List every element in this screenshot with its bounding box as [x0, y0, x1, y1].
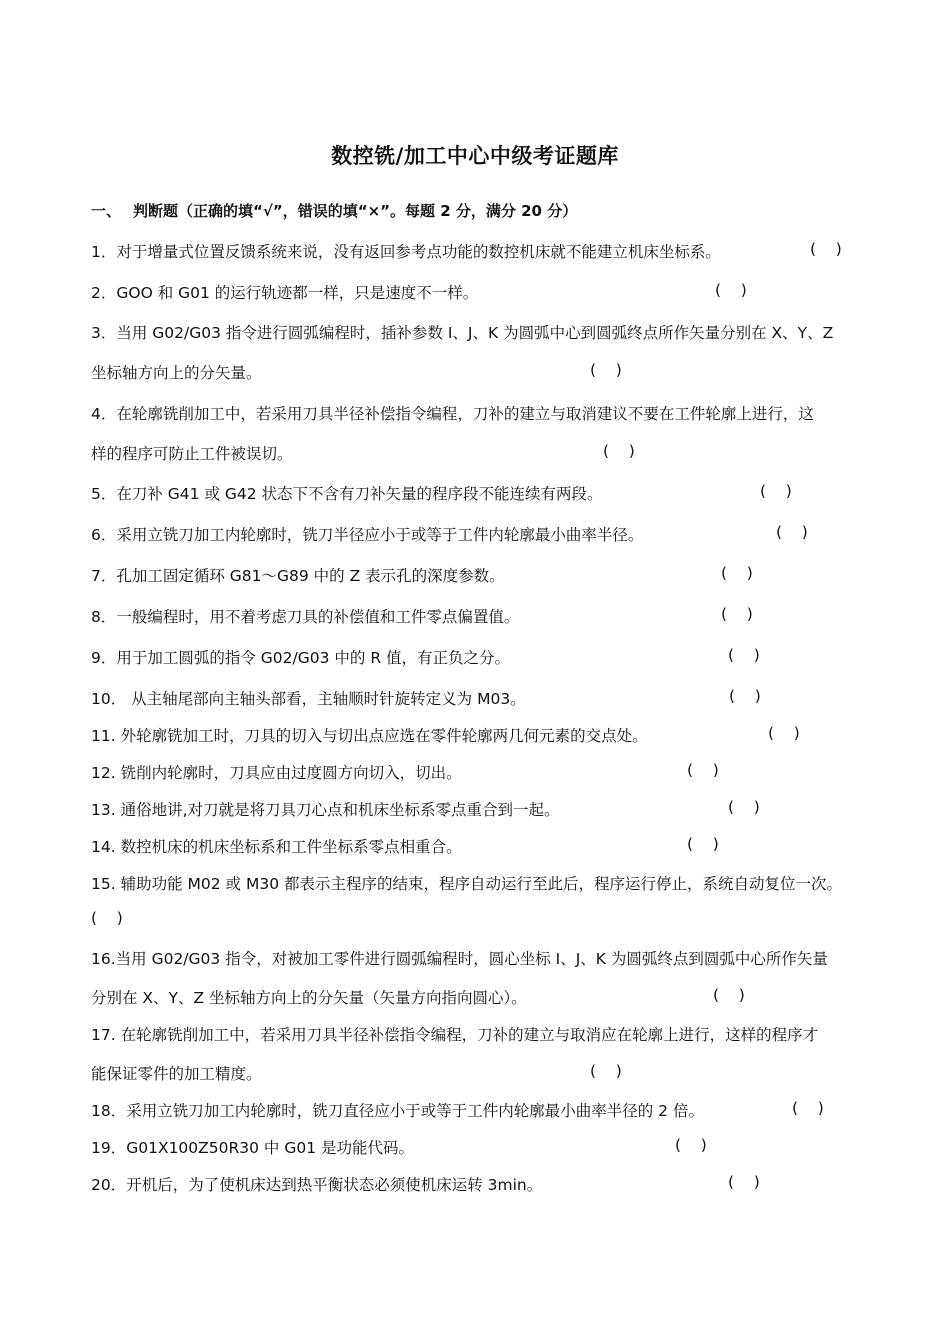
question-20-line-1: 20．开机后，为了使机床达到热平衡状态必须使机床运转 3min。 [91, 1176, 543, 1194]
question-4-line-1: 4．在轮廓铣削加工中，若采用刀具半径补偿指令编程，刀补的建立与取消建议不要在工件轮廓上进行，这 [91, 405, 814, 423]
question-12-line-1: 12. 铣削内轮廓时，刀具应由过度圆方向切入，切出。 [91, 764, 462, 782]
answer-blank-2[interactable]: ( ) [715, 281, 747, 299]
page-title: 数控铣/加工中心中级考证题库 [331, 144, 619, 168]
question-17-line-1: 17. 在轮廓铣削加工中，若采用刀具半径补偿指令编程，刀补的建立与取消应在轮廓上进行，这样的程序才 [91, 1026, 819, 1044]
answer-blank-15[interactable]: ( ) [91, 909, 123, 927]
answer-blank-16[interactable]: ( ) [713, 986, 745, 1004]
answer-blank-5[interactable]: ( ) [760, 482, 792, 500]
answer-blank-7[interactable]: ( ) [721, 564, 753, 582]
question-3-line-1: 3．当用 G02/G03 指令进行圆弧编程时，插补参数 I、J、K 为圆弧中心到圆弧终点所作矢量分别在 X、Y、Z [91, 324, 834, 342]
answer-blank-17[interactable]: ( ) [590, 1062, 622, 1080]
answer-blank-18[interactable]: ( ) [792, 1099, 824, 1117]
question-16-line-1: 16.当用 G02/G03 指令，对被加工零件进行圆弧编程时，圆心坐标 I、J、K 为圆弧终点到圆弧中心所作矢量 [91, 950, 828, 968]
question-9-line-1: 9．用于加工圆弧的指令 G02/G03 中的 R 值，有正负之分。 [91, 649, 511, 667]
question-6-line-1: 6．采用立铣刀加工内轮廓时，铣刀半径应小于或等于工件内轮廓最小曲率半径。 [91, 526, 644, 544]
question-14-line-1: 14. 数控机床的机床坐标系和工件坐标系零点相重合。 [91, 838, 462, 856]
answer-blank-4[interactable]: ( ) [603, 442, 635, 460]
question-16-line-2: 分别在 X、Y、Z 坐标轴方向上的分矢量（矢量方向指向圆心）。 [91, 989, 527, 1007]
question-19-line-1: 19．G01X100Z50R30 中 G01 是功能代码。 [91, 1139, 415, 1157]
section-number: 一、 [91, 202, 122, 220]
question-4-line-2: 样的程序可防止工件被误切。 [91, 445, 293, 463]
question-2-line-1: 2．GOO 和 G01 的运行轨迹都一样，只是速度不一样。 [91, 284, 479, 302]
question-8-line-1: 8．一般编程时，用不着考虑刀具的补偿值和工件零点偏置值。 [91, 608, 520, 626]
question-17-line-2: 能保证零件的加工精度。 [91, 1065, 262, 1083]
question-15-line-1: 15. 辅助功能 M02 或 M30 都表示主程序的结束，程序自动运行至此后，程序运行停止，系统自动复位一次。 [91, 875, 842, 893]
section-heading [91, 200, 577, 221]
section-heading-text: 判断题（正确的填“√”，错误的填“×”。每题 2 分，满分 20 分） [133, 202, 578, 220]
answer-blank-12[interactable]: ( ) [687, 761, 719, 779]
answer-blank-3[interactable]: ( ) [590, 361, 622, 379]
answer-blank-11[interactable]: ( ) [768, 724, 800, 742]
question-11-line-1: 11. 外轮廓铣加工时，刀具的切入与切出点应选在零件轮廓两几何元素的交点处。 [91, 727, 648, 745]
question-3-line-2: 坐标轴方向上的分矢量。 [91, 364, 262, 382]
answer-blank-1[interactable]: ( ) [810, 240, 842, 258]
answer-blank-9[interactable]: ( ) [728, 646, 760, 664]
answer-blank-14[interactable]: ( ) [687, 835, 719, 853]
answer-blank-20[interactable]: ( ) [728, 1173, 760, 1191]
answer-blank-8[interactable]: ( ) [721, 605, 753, 623]
answer-blank-6[interactable]: ( ) [776, 523, 808, 541]
question-18-line-1: 18．采用立铣刀加工内轮廓时，铣刀直径应小于或等于工件内轮廓最小曲率半径的 2 倍。 [91, 1102, 704, 1120]
question-10-line-1: 10． 从主轴尾部向主轴头部看，主轴顺时针旋转定义为 M03。 [91, 690, 526, 708]
question-13-line-1: 13. 通俗地讲,对刀就是将刀具刀心点和机床坐标系零点重合到一起。 [91, 801, 560, 819]
question-1-line-1: 1．对于增量式位置反馈系统来说，没有返回参考点功能的数控机床就不能建立机床坐标系。 [91, 243, 721, 261]
answer-blank-19[interactable]: ( ) [675, 1136, 707, 1154]
question-5-line-1: 5．在刀补 G41 或 G42 状态下不含有刀补矢量的程序段不能连续有两段。 [91, 485, 603, 503]
answer-blank-13[interactable]: ( ) [728, 798, 760, 816]
answer-blank-10[interactable]: ( ) [729, 687, 761, 705]
question-7-line-1: 7．孔加工固定循环 G81～G89 中的 Z 表示孔的深度参数。 [91, 567, 505, 585]
